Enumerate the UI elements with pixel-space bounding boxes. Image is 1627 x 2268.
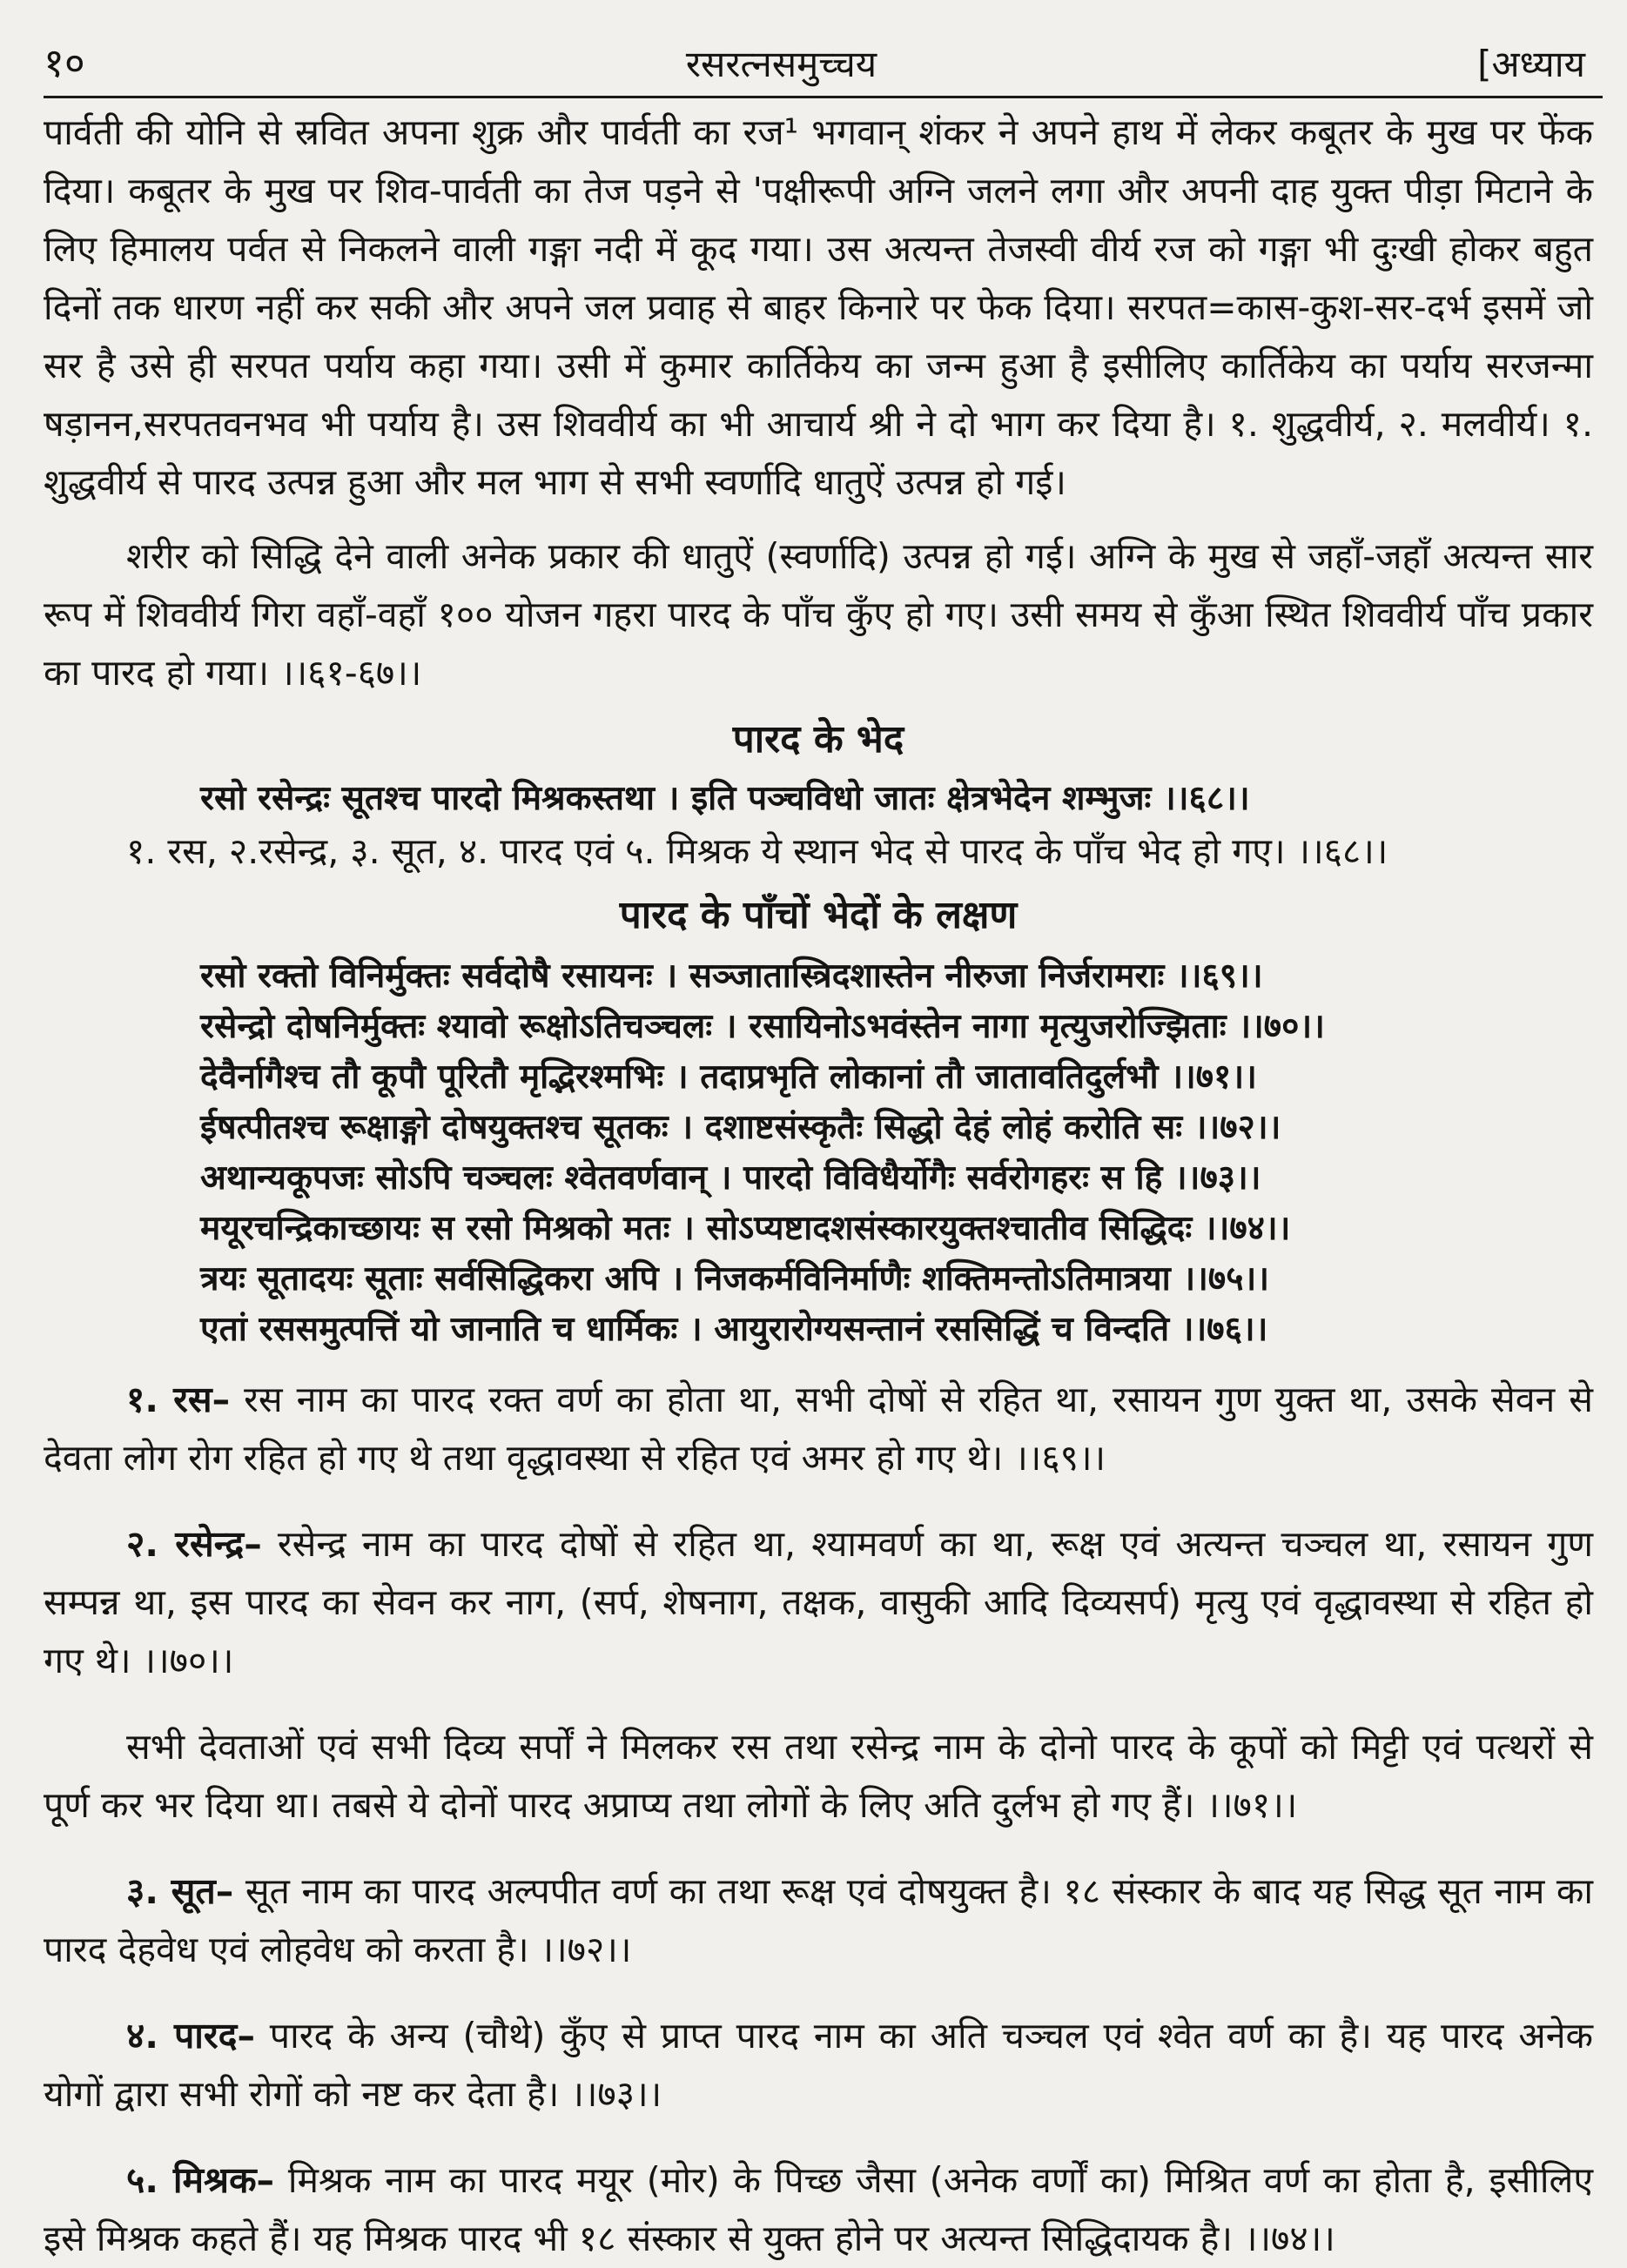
- explanation-paragraph: [44, 1371, 1593, 1487]
- verse-line: अथान्यकूपजः सोऽपि चञ्चलः श्वेतवर्णवान् । पारदो विविधैर्योगैः सर्वरोगहरः स हि ।।७३।।: [200, 1158, 1261, 1198]
- explanation-text: मिश्रक नाम का पारद मयूर (मोर) के पिच्छ जैसा (अनेक वर्णों का) मिश्रित वर्ण का होता है, इसीलिए इसे मिश्रक कहते हैं। यह मिश्रक पारद भी १८ संस्कार से युक्त होने पर अत्यन्त सिद्धिदायक है। ।।७४।।: [44, 2159, 1593, 2259]
- explanation-label: ४. पारद–: [126, 2015, 255, 2057]
- translation-68: १. रस, २.रसेन्द्र, ३. सूत, ४. पारद एवं ५. मिश्रक ये स्थान भेद से पारद के पाँच भेद हो गए। ।।६८।।: [126, 830, 1388, 872]
- verse-line: रसेन्द्रो दोषनिर्मुक्तः श्यावो रूक्षोऽतिचञ्चलः । रसायिनोऽभवंस्तेन नागा मृत्युजरोज्झिताः ।।७०।।: [200, 1007, 1325, 1046]
- explanation-label: २. रसेन्द्र–: [126, 1523, 262, 1565]
- page-header: [44, 35, 1603, 98]
- verse-line: त्रयः सूतादयः सूताः सर्वसिद्धिकरा अपि । निजकर्मविनिर्माणैः शक्तिमन्तोऽतिमात्रया ।।७५।।: [200, 1259, 1270, 1298]
- explanation-paragraph: [44, 2007, 1593, 2124]
- explanation-paragraph: [44, 1515, 1593, 1690]
- verse-block: [44, 951, 1601, 1355]
- verse-line: रसो रक्तो विनिर्मुक्तः सर्वदोषै रसायनः । सञ्जातास्त्रिदशास्तेन नीरुजा निर्जरामराः ।।६९।।: [200, 956, 1263, 996]
- verse-line: एतां रससमुत्पत्तिं यो जानाति च धार्मिकः । आयुरारोग्यसन्तानं रससिद्धिं च विन्दति ।।७६।।: [200, 1310, 1268, 1349]
- section-heading-types: पारद के भेद: [732, 717, 904, 762]
- page-number: १०: [44, 39, 85, 86]
- verse-line: देवैर्नागैश्च तौ कूपौ पूरितौ मृद्भिरश्मभिः । तदाप्रभृति लोकानां तौ जातावतिदुर्लभौ ।।७१।।: [200, 1057, 1257, 1097]
- explanation-paragraph: [44, 1862, 1593, 1979]
- book-title: रसरत्नसमुच्चय: [685, 43, 877, 85]
- section-heading-characteristics: पारद के पाँचों भेदों के लक्षण: [619, 893, 1018, 937]
- intro-paragraph-1: पार्वती की योनि से स्रवित अपना शुक्र और पार्वती का रज¹ भगवान् शंकर ने अपने हाथ में लेकर कबूतर के मुख पर फेंक दिया। कबूतर के मुख पर शिव-पार्वती का तेज पड़ने से 'पक्षीरूपी अग्नि जलने लगा और अपनी दाह युक्त पीड़ा मिटाने के लिए हिमालय पर्वत से निकलने वाली गङ्गा नदी में कूद गया। उस अत्यन्त तेजस्वी वीर्य रज को गङ्गा भी दुःखी होकर बहुत दिनों तक धारण नहीं कर सकी और अपने जल प्रवाह से बाहर किनारे पर फेक दिया। सरपत=कास-कुश-सर-दर्भ इसमें जो सर है उसे ही सरपत पर्याय कहा गया। उसी में कुमार कार्तिकेय का जन्म हुआ है इसीलिए कार्तिकेय का पर्याय सरजन्मा षड़ानन,सरपतवनभव भी पर्याय है। उस शिववीर्य का भी आचार्य श्री ने दो भाग कर दिया है। १. शुद्धवीर्य, २. मलवीर्य। १. शुद्धवीर्य से पारद उत्पन्न हुआ और मल भाग से सभी स्वर्णादि धातुऐं उत्पन्न हो गई।: [44, 111, 1593, 503]
- explanation-label: ५. मिश्रक–: [126, 2159, 275, 2201]
- explanation-text: सभी देवताओं एवं सभी दिव्य सर्पों ने मिलकर रस तथा रसेन्द्र नाम के दोनो पारद के कूपों को मिट्टी एवं पत्थरों से पूर्ण कर भर दिया था। तबसे ये दोनों पारद अप्राप्य तथा लोगों के लिए अति दुर्लभ हो गए हैं। ।।७१।।: [44, 1726, 1593, 1826]
- explanation-text: सूत नाम का पारद अल्पपीत वर्ण का तथा रूक्ष एवं दोषयुक्त है। १८ संस्कार के बाद यह सिद्ध सूत नाम का पारद देहवेध एवं लोहवेध को करता है। ।।७२।।: [44, 1870, 1593, 1970]
- verse-line: मयूरचन्द्रिकाच्छायः स रसो मिश्रको मतः । सोऽप्यष्टादशसंस्कारयुक्तश्चातीव सिद्धिदः ।।७४।।: [200, 1209, 1291, 1248]
- verse-line: ईषत्पीतश्च रूक्षाङ्गो दोषयुक्तश्च सूतकः । दशाष्टसंस्कृतैः सिद्धो देहं लोहं करोति सः ।।७२।।: [200, 1108, 1281, 1147]
- explanation-label: १. रस–: [126, 1379, 231, 1420]
- chapter-label: [अध्याय: [1477, 43, 1585, 85]
- intro-paragraph-2: शरीर को सिद्धि देने वाली अनेक प्रकार की धातुऐं (स्वर्णादि) उत्पन्न हो गई। अग्नि के मुख से जहाँ-जहाँ अत्यन्त सार रूप में शिववीर्य गिरा वहाँ-वहाँ १०० योजन गहरा पारद के पाँच कुँए हो गए। उसी समय से कुँआ स्थित शिववीर्य पाँच प्रकार का पारद हो गया। ।।६१-६७।।: [44, 535, 1593, 694]
- explanation-label: ३. सूत–: [126, 1870, 234, 1912]
- explanation-text: पारद के अन्य (चौथे) कुँए से प्राप्त पारद नाम का अति चञ्चल एवं श्वेत वर्ण का है। यह पारद अनेक योगों द्वारा सभी रोगों को नष्ट कर देता है। ।।७३।।: [44, 2015, 1593, 2115]
- verse-68: रसो रसेन्द्रः सूतश्च पारदो मिश्रकस्तथा । इति पञ्चविधो जातः क्षेत्रभेदेन शम्भुजः ।।६८।।: [200, 779, 1250, 818]
- explanation-paragraph: [44, 1718, 1593, 1835]
- explanation-paragraph: [44, 2151, 1593, 2268]
- explanation-text: रस नाम का पारद रक्त वर्ण का होता था, सभी दोषों से रहित था, रसायन गुण युक्त था, उसके सेवन से देवता लोग रोग रहित हो गए थे तथा वृद्धावस्था से रहित एवं अमर हो गए थे। ।।६९।।: [44, 1379, 1594, 1479]
- explanation-text: रसेन्द्र नाम का पारद दोषों से रहित था, श्यामवर्ण का था, रूक्ष एवं अत्यन्त चञ्चल था, रसायन गुण सम्पन्न था, इस पारद का सेवन कर नाग, (सर्प, शेषनाग, तक्षक, वासुकी आदि दिव्यसर्प) मृत्यु एवं वृद्धावस्था से रहित हो गए थे। ।।७०।।: [44, 1523, 1593, 1681]
